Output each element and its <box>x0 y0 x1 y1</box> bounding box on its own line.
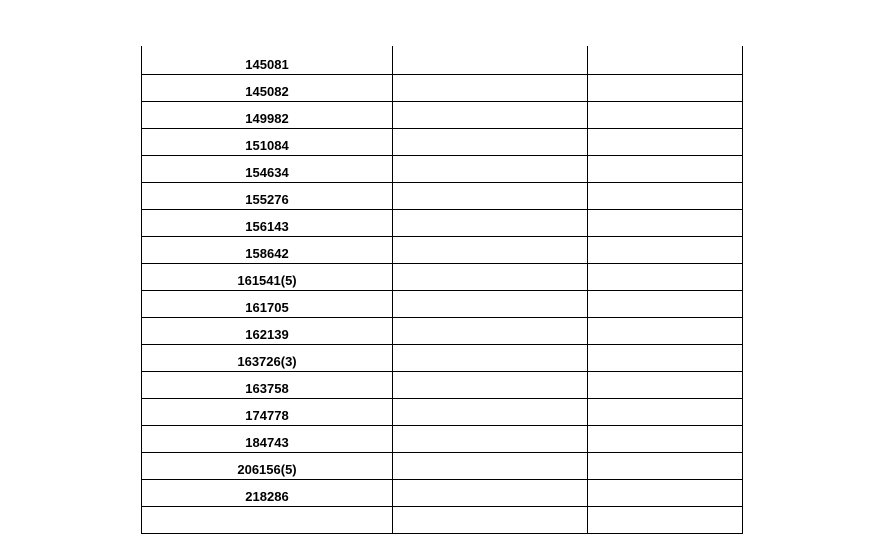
cell-text <box>142 531 392 533</box>
id-cell <box>142 398 393 425</box>
id-cell <box>142 317 393 344</box>
cell-text <box>588 531 742 533</box>
empty-cell <box>393 290 588 317</box>
empty-cell <box>588 155 743 182</box>
empty-cell <box>588 236 743 263</box>
cell-text: 154634 <box>245 164 289 180</box>
cell-text: 174778 <box>245 407 289 423</box>
id-cell <box>142 236 393 263</box>
empty-cell <box>393 101 588 128</box>
empty-cell <box>588 344 743 371</box>
empty-cell <box>393 425 588 452</box>
id-cell <box>142 128 393 155</box>
id-cell <box>142 209 393 236</box>
table-row <box>142 290 743 317</box>
empty-cell <box>588 506 743 533</box>
empty-cell <box>393 209 588 236</box>
empty-cell <box>393 46 588 74</box>
cell-text: 145081 <box>245 56 289 72</box>
id-cell <box>142 155 393 182</box>
id-cell <box>142 290 393 317</box>
id-cell <box>142 263 393 290</box>
empty-cell <box>393 155 588 182</box>
table-row <box>142 101 743 128</box>
cell-text: 162139 <box>245 326 289 342</box>
cell-text: 163726(3) <box>237 353 297 369</box>
table-body <box>142 46 743 533</box>
empty-cell <box>393 506 588 533</box>
table-row <box>142 155 743 182</box>
id-cell <box>142 74 393 101</box>
cell-text: 155276 <box>245 191 289 207</box>
empty-cell <box>588 101 743 128</box>
cell-text: 158642 <box>245 245 289 261</box>
cell-text: 206156(5) <box>237 461 297 477</box>
empty-cell <box>393 452 588 479</box>
cell-text: 161541(5) <box>237 272 297 288</box>
table-row <box>142 479 743 506</box>
id-cell <box>142 506 393 533</box>
empty-cell <box>588 371 743 398</box>
empty-cell <box>393 74 588 101</box>
id-cell <box>142 344 393 371</box>
table-row <box>142 425 743 452</box>
cell-text: 149982 <box>245 110 289 126</box>
cell-text: 218286 <box>245 488 289 504</box>
table-row <box>142 209 743 236</box>
table-row <box>142 46 743 74</box>
empty-cell <box>588 398 743 425</box>
table-row <box>142 506 743 533</box>
id-cell <box>142 182 393 209</box>
id-cell <box>142 46 393 74</box>
empty-cell <box>393 182 588 209</box>
empty-cell <box>588 74 743 101</box>
id-cell <box>142 452 393 479</box>
data-table <box>141 46 743 534</box>
empty-cell <box>393 479 588 506</box>
cell-text: 161705 <box>245 299 289 315</box>
table-row <box>142 236 743 263</box>
id-cell <box>142 101 393 128</box>
empty-cell <box>393 128 588 155</box>
empty-cell <box>393 371 588 398</box>
empty-cell <box>588 290 743 317</box>
empty-cell <box>393 263 588 290</box>
empty-cell <box>588 209 743 236</box>
table-row <box>142 263 743 290</box>
cell-text: 151084 <box>245 137 289 153</box>
table-row <box>142 182 743 209</box>
cell-text: 145082 <box>245 83 289 99</box>
table-row <box>142 371 743 398</box>
table-row <box>142 344 743 371</box>
table-row <box>142 398 743 425</box>
table-row <box>142 452 743 479</box>
id-cell <box>142 425 393 452</box>
empty-cell <box>588 128 743 155</box>
table-row <box>142 317 743 344</box>
id-cell <box>142 371 393 398</box>
empty-cell <box>588 263 743 290</box>
cell-text: 156143 <box>245 218 289 234</box>
cell-text: 163758 <box>245 380 289 396</box>
table-row <box>142 74 743 101</box>
empty-cell <box>588 317 743 344</box>
empty-cell <box>588 452 743 479</box>
empty-cell <box>588 479 743 506</box>
cell-text <box>393 531 587 533</box>
empty-cell <box>393 236 588 263</box>
empty-cell <box>588 425 743 452</box>
id-cell <box>142 479 393 506</box>
empty-cell <box>393 317 588 344</box>
empty-cell <box>588 182 743 209</box>
empty-cell <box>393 344 588 371</box>
table-row <box>142 128 743 155</box>
empty-cell <box>393 398 588 425</box>
empty-cell <box>588 46 743 74</box>
cell-text: 184743 <box>245 434 289 450</box>
